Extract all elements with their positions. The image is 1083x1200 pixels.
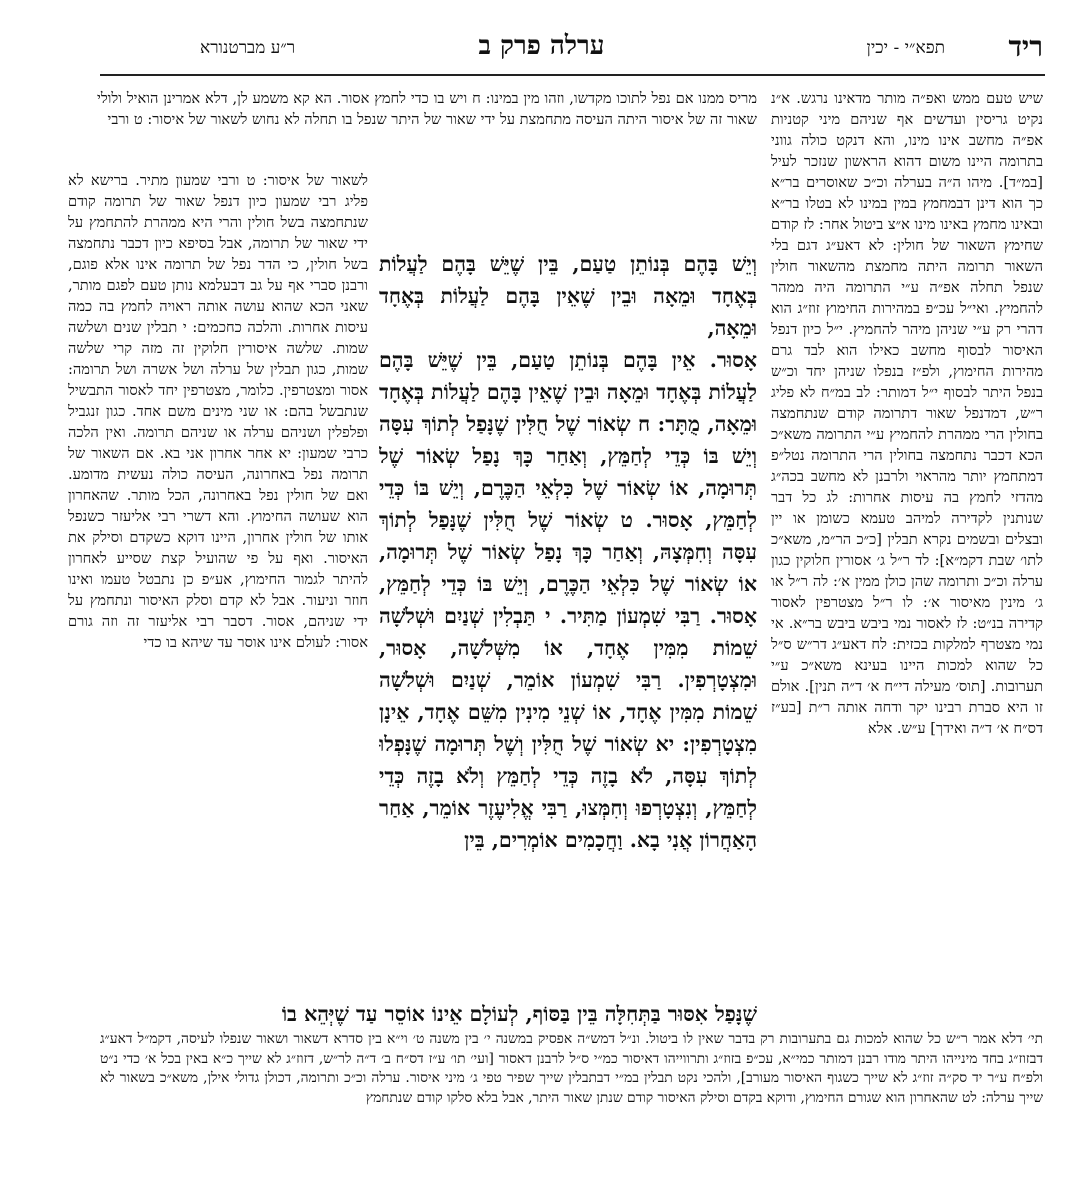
page-number: ריד (1008, 30, 1043, 63)
commentary-paragraph: תי׳ דלא אמר ר״ש כל שהוא למכות גם בתערובות רק בדבר שאין לו ביטול. ונ״ל דמש״ה אפסיק במשנה י׳ בין משנה ט׳ וי״א בין סדרא דשאור ושאור שנפלו לעיסה, דקמ״ל דאע״ג דבזוז״ג בחד מינייהו היתר מודו רבנן דמותר כמי״א, עכ״פ בזוז״ג ותרווייהו דאיסור כמ״י ס״ל לרבנן דאסור [ועי׳ תו׳ ע״ז דס״ח ב׳ ד״ה לר״ש, דזוז״ג לא שייך כ״א באין בכל א׳ כדי נ״ט ולפ״ח ע״ר יד סק״ה זוז״ג לא שייך כשגוף האיסור מעורב], ולהכי נקט תבלין במ״י דבתבלין שייך שפיר טפי ג׳ מיני איסור. ערלה וכ״כ ותרומה, דכולן גדולי אילן, משא״כ בשאור לא שייך ערלה: לט שהאחרון הוא שגורם החימוץ, ודוקא בקדם וסילק האיסור קודם שנתן שאור היתר, אבל בלא סלקו קודם שנתחמץ (100, 1031, 1043, 1106)
commentary-paragraph: לשאור של איסור: ט ורבי שמעון מתיר. ברישא לא פליג רבי שמעון כיון דנפל שאור של תרומה קודם שנתחמצה בשל חולין והרי היא ממהרת להתחמץ על ידי שאור של תרומה, אבל בסיפא כיון דכבר נתחמצה בשל חולין, כי הדר נפל של תרומה אינו אלא פוגם, ורבנן סברי אף על גב דבעלמא נותן טעם לפגם מותר, שאני הכא שהוא עושה אותה ראויה לחמץ בה כמה עיסות אחרות. והלכה כחכמים: י תבלין שנים ושלשה שמות. שלשה איסורין חלוקין זה מזה קרי שלשה שמות, כגון תבלין של ערלה ושל אשרה ושל תרומה: אסור ומצטרפין. כלומר, מצטרפין יחד לאסור התבשיל שנתבשל בהם: או שני מינים משם אחד. כגון זנגביל ופלפלין ושניהם ערלה או שניהם תרומה. ואין הלכה כרבי שמעון: יא אחר אחרון אני בא. אם השאור של תרומה נפל באחרונה, העיסה כולה נעשית מדומע. ואם של חולין נפל באחרונה, הכל מותר. שהאחרון הוא שעושה החימוץ. והא דשרי רבי אליעזר כשנפל אותו של חולין אחרון, היינו דוקא כשקדם וסילק את האיסור. ואף על פי שהועיל קצת שסייע לאחרון להיתר לגמור החימוץ, אע״פ כן נתבטל טעמו ואינו חוזר וניעור. אבל לא קדם וסלק האיסור ונתחמץ על ידי שניהם, אסור. דסבר רבי אליעזר זה וזה גורם אסור: לעולם אינו אוסר עד שיהא בו כדי (68, 172, 368, 651)
commentary-name-bartenura: ר״ע מברטנורא (200, 38, 296, 58)
mishnah-tail-line (100, 998, 757, 1028)
commentary-name-yachin: תפא״י - יכין (866, 38, 945, 58)
bottom-notes (100, 1030, 1043, 1160)
page-title: ערלה פרק ב (478, 31, 605, 61)
commentary-paragraph: שיש טעם ממש ואפ״ה מותר מדאינו נרגש. א״נ נקיט גריסין ועדשים אף שניהם מיני קטניות אפ״ה מחשב אינו מינו, והא דנקט כולה גווני בתרומה היינו משום דהוא הראשון שנזכר לעיל [במ״ד]. מיהו ה״ה בערלה וכ״כ שאוסרים בר״א כך הוא דינן דבמחמץ במין במינו לא בטלו בר״א ובאינו מחמץ באינו מינו א״צ ביטול אחר: לז קודם שחימץ השאור של חולין: לא דאע״ג דגם בלי השאור תרומה היתה מחמצת מהשאור חולין שנפל תחלה אפ״ה ע״י התרומה היה ממהר להחמיץ. ואי״ל עכ״פ במהירות החימוץ זוז״ג הוא דהרי רק ע״י שניהן מיהר להחמיץ. י״ל כיון דנפל האיסור לבסוף מחשב כאילו הוא לבד גרם מהירות החימוץ, ולפ״ז בנפלו שניהן יחד וכ״ש בנפל היתר לבסוף י״ל דמותר: לב במ״ח לא פליג ר״ש, דמדנפל שאור דתרומה קודם שנתחמצה בחולין הרי ממהרת להחמיץ ע״י התרומה משא״כ הכא דכבר נתחמצה בחולין הרי התרומה נטל״פ דמתחמץ יותר מהראוי ולרבנן לא מחשב בכה״ג מהדזי לחמץ בה עיסות אחרות: לג כל דבר שנותנין לקדירה למיהב טעמא כשומן או יין ובצלים ובשמים נקרא תבלין [כ״כ הר״מ, משא״כ לתו׳ שבת דקמ״א]: לד ר״ל ג׳ אסורין חלוקין כגון ערלה וכ״כ ותרומה שהן כולן ממין א׳: לה ר״ל או ג׳ מינין מאיסור א׳: לו ר״ל מצטרפין לאסור קדירה בנ״ט: לז לאסור נמי ביבש ביבש בר״א. אי נמי מצטרף למלקות בכזית: לח דאע״ג דר״ש ס״ל כל שהוא למכות היינו בעינא משא״כ ע״י תערובות. [תוס׳ מעילה די״ח א׳ ד״ה תנין]. אולם זו היא סברת רבינו יקר ודחה אותה ר״ת [בע״ז דס״ח א׳ ד״ה ואידך] ע״ש. אלא (771, 90, 1043, 737)
commentary-paragraph: מריס ממנו אם נפל לתוכו מקדשו, וזהו מין במינו: ח ויש בו כדי לחמץ אסור. הא קא משמע לן, דלא אמרינן הואיל ולולי שאור זה של איסור היתה העיסה מתחמצת על ידי שאור של היתר שנפל בו תחלה לא נחוש לשאור של איסור: ט ורבי (97, 90, 757, 128)
header-divider (100, 74, 1045, 76)
mishnah-paragraph-end: שֶׁנָּפַל אִסּוּר בַּתְּחִלָּה בֵּין בַּסּוֹף, לְעוֹלָם אֵינוֹ אוֹסֵר עַד שֶׁיְּהֵא בוֹ (281, 1002, 757, 1026)
mishnah-column (379, 248, 757, 998)
commentary-column-bartenura (68, 170, 368, 1000)
commentary-column-yachin (771, 88, 1043, 988)
mishnah-paragraph-start: וְיֵשׁ בָּהֶם בְּנוֹתֵן טַעַם, בֵּין שֶׁיֵּשׁ בָּהֶם לַעֲלוֹת בְּאֶחָד וּמֵאָה וּבֵין שֶׁאֵין בָּהֶם לַעֲלוֹת בְּאֶחָד וּמֵאָה, (379, 252, 757, 340)
mishnah-paragraph: אָסוּר. אֵין בָּהֶם בְּנוֹתֵן טַעַם, בֵּין שֶׁיֵּשׁ בָּהֶם לַעֲלוֹת בְּאֶחָד וּמֵאָה וּבֵין שֶׁאֵין בָּהֶם לַעֲלוֹת בְּאֶחָד וּמֵאָה, מֻתָּר: ח שְׂאוֹר שֶׁל חֻלִּין שֶׁנָּפַל לְתוֹךְ עִסָּה וְיֵשׁ בּוֹ כְּדֵי לְחַמֵּץ, וְאַחַר כָּךְ נָפַל שְׂאוֹר שֶׁל תְּרוּמָה, אוֹ שְׂאוֹר שֶׁל כִּלְאֵי הַכֶּרֶם, וְיֵשׁ בּוֹ כְּדֵי לְחַמֵּץ, אָסוּר. ט שְׂאוֹר שֶׁל חֻלִּין שֶׁנָּפַל לְתוֹךְ עִסָּה וְחִמְּצָהּ, וְאַחַר כָּךְ נָפַל שְׂאוֹר שֶׁל תְּרוּמָה, אוֹ שְׂאוֹר שֶׁל כִּלְאֵי הַכֶּרֶם, וְיֵשׁ בּוֹ כְּדֵי לְחַמֵּץ, אָסוּר. רַבִּי שִׁמְעוֹן מַתִּיר. י תַּבְלִין שְׁנַיִם וּשְׁלֹשָׁה שֵׁמוֹת מִמִּין אֶחָד, אוֹ מִשְּׁלֹשָׁה, אָסוּר, וּמִצְטָרְפִין. רַבִּי שִׁמְעוֹן אוֹמֵר, שְׁנַיִם וּשְׁלֹשָׁה שֵׁמוֹת מִמִּין אֶחָד, אוֹ שְׁנֵי מִינִין מִשֵּׁם אֶחָד, אֵינָן מִצְטָרְפִין: יא שְׂאוֹר שֶׁל חֻלִּין וְשֶׁל תְּרוּמָה שֶׁנָּפְלוּ לְתוֹךְ עִסָּה, לֹא בָזֶה כְּדֵי לְחַמֵּץ וְלֹא בָזֶה כְּדֵי לְחַמֵּץ, וְנִצְטָרְפוּ וְחִמְּצוּ, רַבִּי אֱלִיעֶזֶר אוֹמֵר, אַחַר הָאַחֲרוֹן אֲנִי בָא. וַחֲכָמִים אוֹמְרִים, בֵּין (379, 348, 757, 852)
